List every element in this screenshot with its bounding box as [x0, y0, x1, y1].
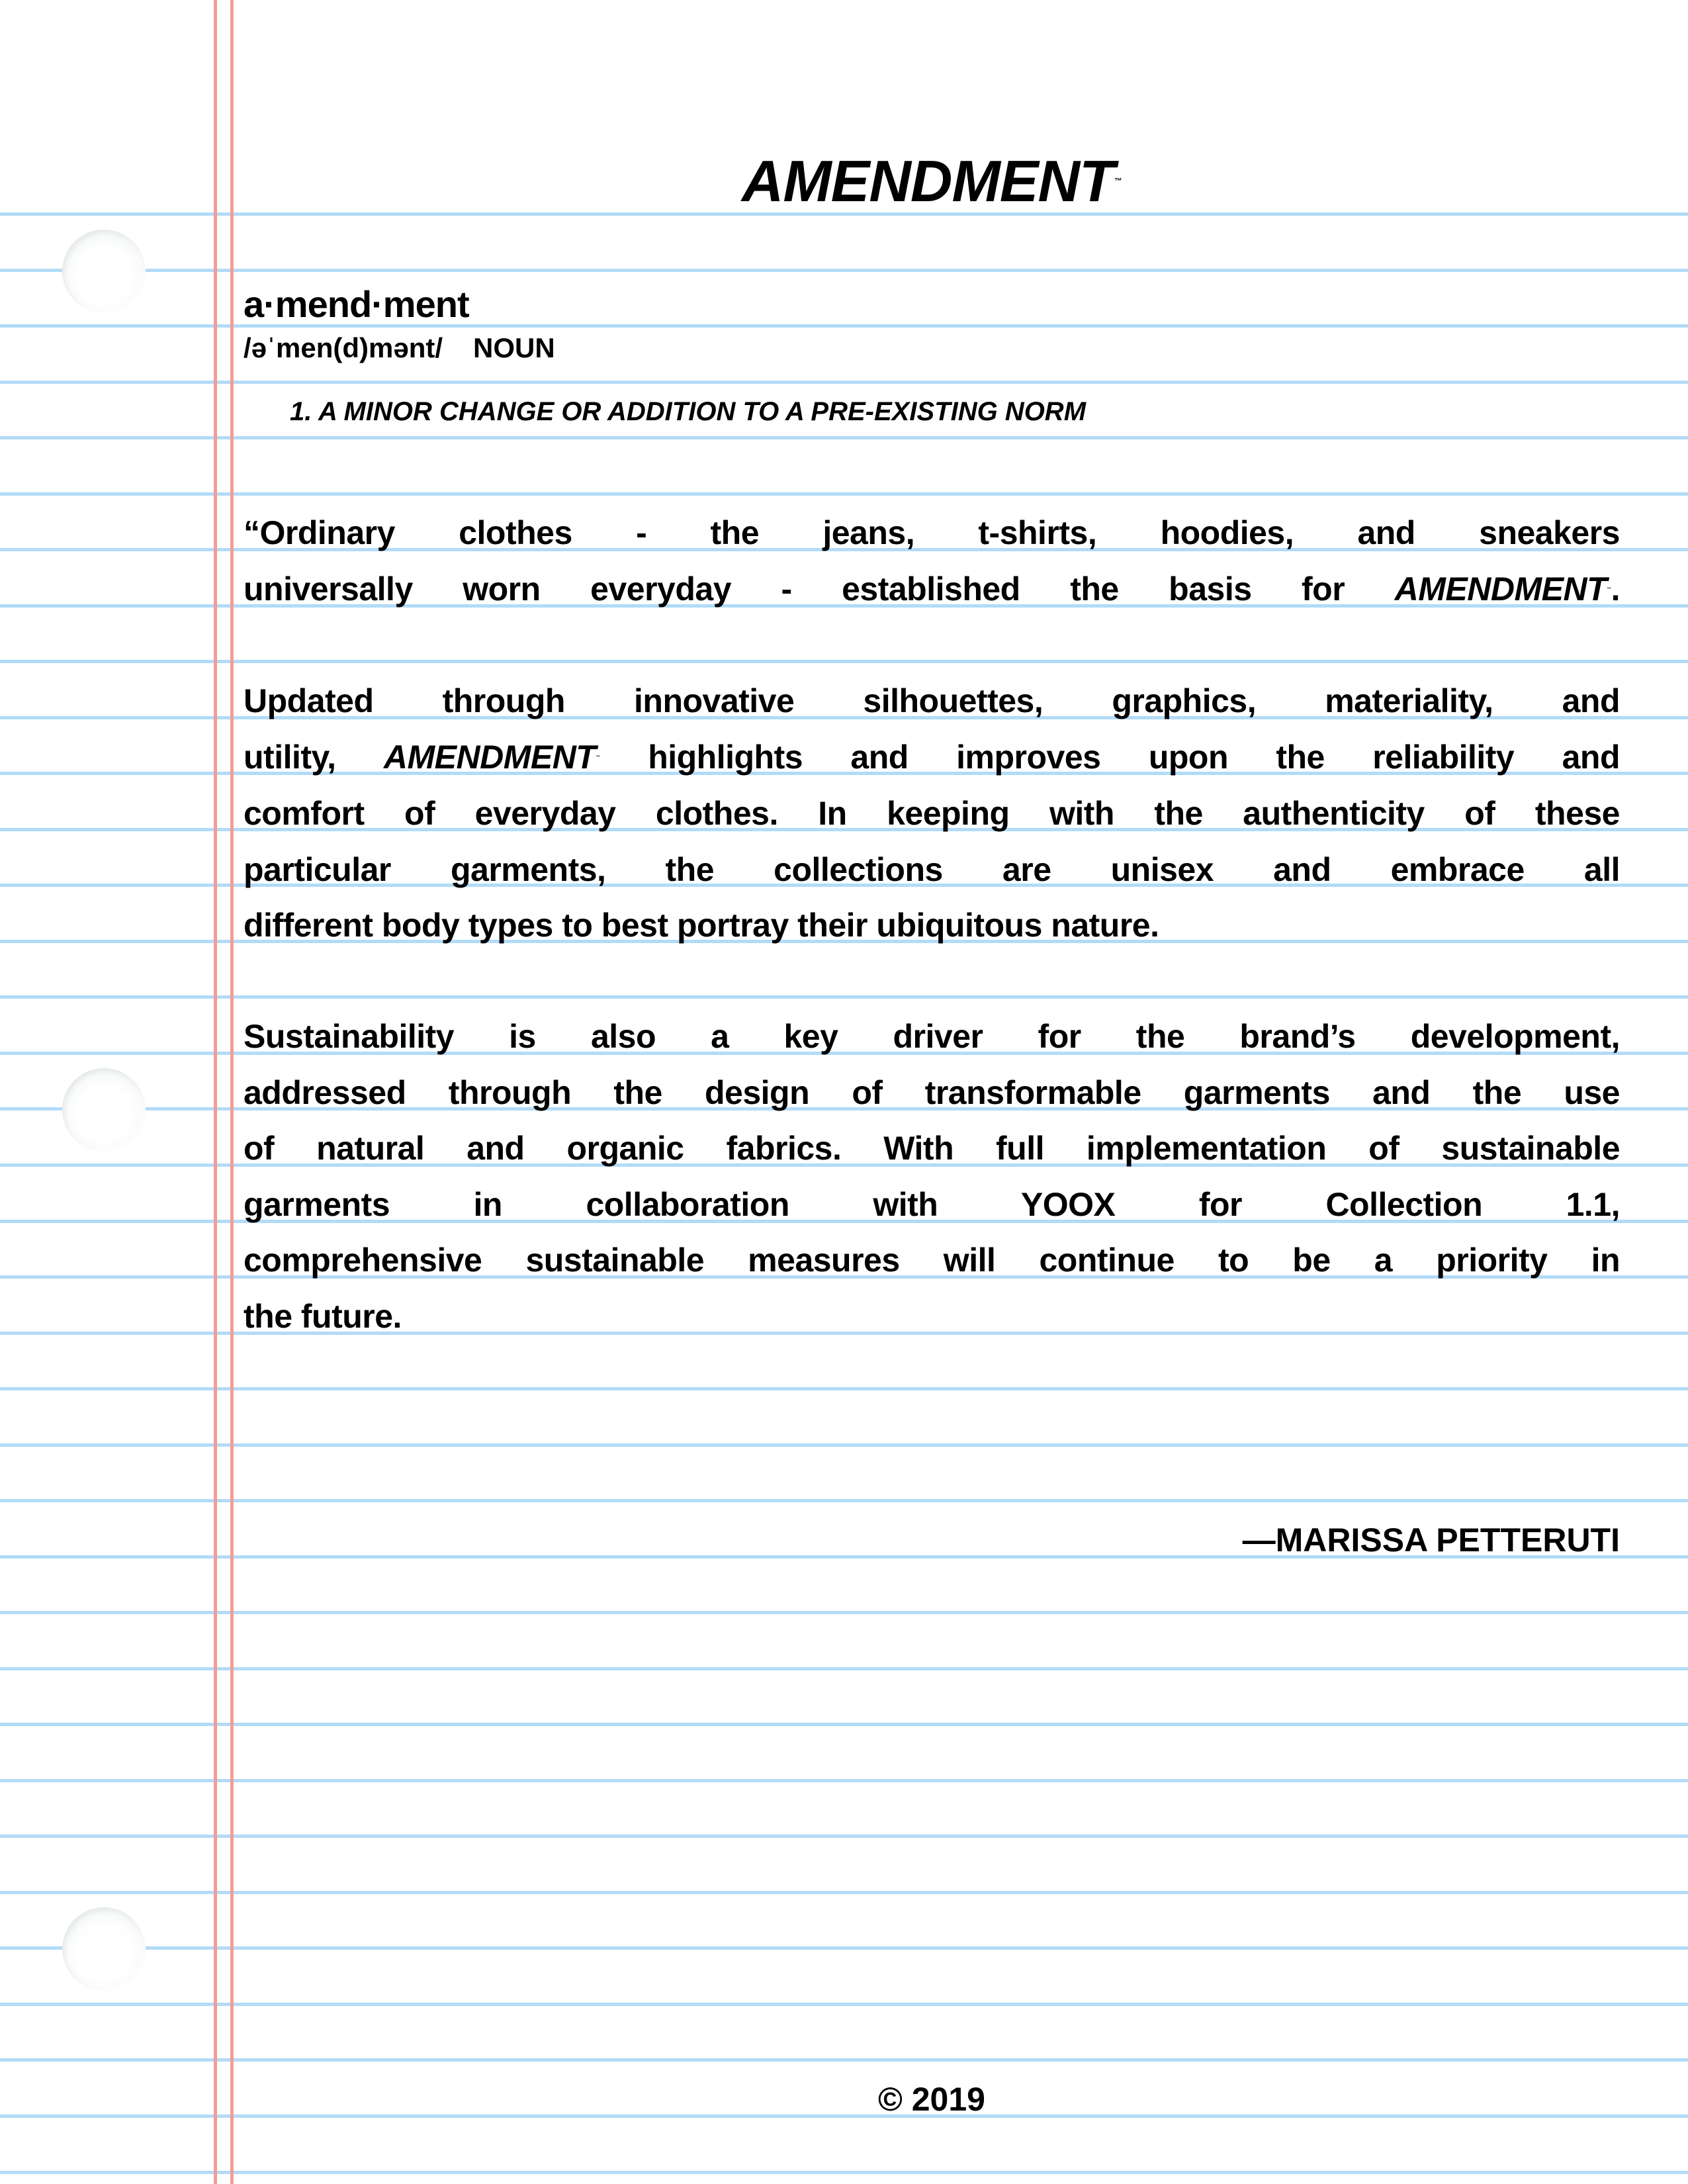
- dictionary-word: a·mend·ment: [244, 283, 469, 325]
- rule-line: [0, 1387, 1688, 1390]
- rule-line: [0, 1611, 1688, 1614]
- brand-title: AMENDMENT™: [741, 148, 1122, 214]
- rule-line: [0, 1946, 1688, 1950]
- paragraph-line: Updated through innovative silhouettes, graphics, materiality, and: [244, 682, 1620, 719]
- paragraph-line: Sustainability is also a key driver for the brand’s development,: [244, 1018, 1620, 1055]
- hole-punch-top: [62, 230, 146, 313]
- rule-line: [0, 2003, 1688, 2006]
- paragraph-line: utility, AMENDMENT™ highlights and improves upon the reliability and: [244, 738, 1620, 776]
- copyright-notice: © 2019: [878, 2081, 985, 2118]
- margin-line-left: [214, 0, 217, 2184]
- dictionary-definition: 1. A MINOR CHANGE OR ADDITION TO A PRE-EXISTING NORM: [290, 397, 1087, 426]
- paragraph-line: particular garments, the collections are unisex and embrace all: [244, 850, 1620, 888]
- rule-line: [0, 1443, 1688, 1447]
- rule-line: [0, 2171, 1688, 2174]
- dictionary-pronunciation-row: [244, 320, 1620, 377]
- paragraph-line: “Ordinary clothes - the jeans, t-shirts, hoodies, and sneakers: [244, 514, 1620, 551]
- author-signature: —MARISSA PETTERUTI: [1242, 1522, 1620, 1559]
- paragraph-line: comfort of everyday clothes. In keeping with the authenticity of these: [244, 795, 1620, 833]
- paragraph-line: of natural and organic fabrics. With full implementation of sustainable: [244, 1130, 1620, 1167]
- paragraph-line: garments in collaboration with YOOX for Collection 1.1,: [244, 1185, 1620, 1223]
- rule-line: [0, 1779, 1688, 1782]
- rule-line: [0, 660, 1688, 663]
- rule-line: [0, 1667, 1688, 1670]
- rule-line: [0, 381, 1688, 384]
- rule-line: [0, 1891, 1688, 1894]
- paragraph-design: [244, 673, 1620, 954]
- rule-line: [0, 492, 1688, 496]
- hole-punch-bottom: [62, 1907, 146, 1991]
- paragraph-line: different body types to best portray their ubiquitous nature.: [244, 907, 1159, 944]
- paragraph-line: comprehensive sustainable measures will continue to be a priority in: [244, 1242, 1620, 1279]
- rule-line: [0, 2058, 1688, 2062]
- rule-line: [0, 995, 1688, 999]
- rule-line: [0, 1499, 1688, 1502]
- paragraph-line: universally worn everyday - established the basis for AMENDMENT™.: [244, 570, 1620, 608]
- rule-line: [0, 269, 1688, 272]
- paragraph-line: the future.: [244, 1297, 402, 1335]
- rule-line: [0, 1723, 1688, 1726]
- margin-line-right: [230, 0, 234, 2184]
- part-of-speech: NOUN: [473, 332, 555, 363]
- paragraph-line: addressed through the design of transformable garments and the use: [244, 1073, 1620, 1111]
- paragraph-intro: [244, 505, 1620, 617]
- hole-punch-middle: [62, 1068, 146, 1152]
- rule-line: [0, 1835, 1688, 1838]
- paragraph-sustainability: [244, 1009, 1620, 1344]
- pronunciation: /əˈmen(d)mənt/: [244, 332, 443, 363]
